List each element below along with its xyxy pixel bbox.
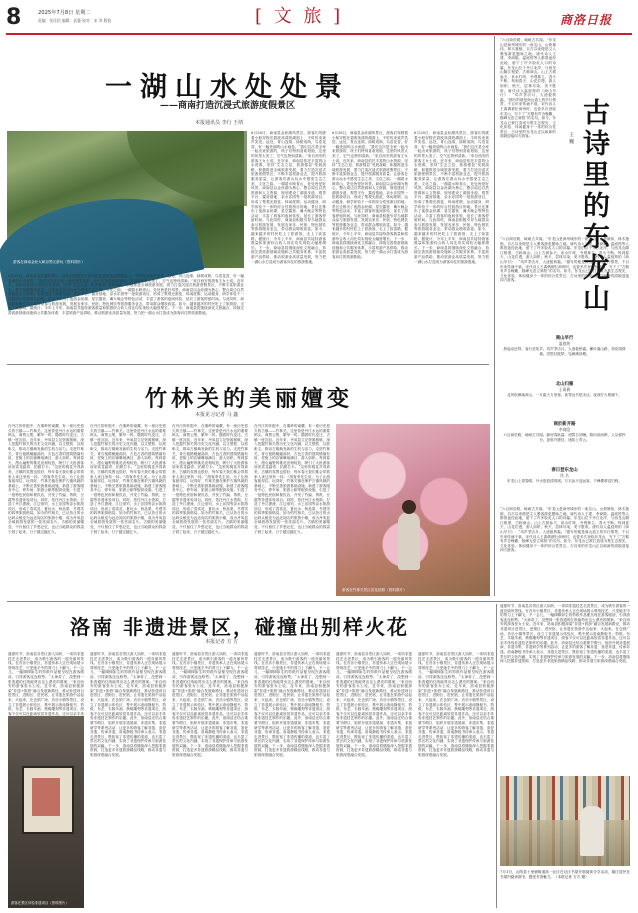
photo-caption: 游客在商南金丝大峡谷景区游玩（资料图片） bbox=[13, 260, 85, 264]
poem-3-author: 李商隐 bbox=[558, 427, 571, 432]
mountain-shape bbox=[127, 131, 247, 206]
reader-figure bbox=[580, 806, 604, 856]
column-body-c: “六百商於路，崎岖古共闻。”东龙山是商州城东的一座名山，山势雄伟，林木葱郁，自古以来便是文人墨客游览题咏之地。唐代诗人王建、李商隐、温庭筠等人都曾途经此地，留下了许多脍炙人口的诗篇。东龙山位于丹江北岸，与西龙山隔江相望，古称商山。山上古树参天，泉水叮咚，寺观林立，香火不断。每到春天，山花烂漫，游人如织；秋天，层林尽染，美不胜收。唐代诗人温庭筠的《商山早行》：“鸡声茅店月，人迹板桥霜。”描写的便是商山道上的早行情景，千百年来传诵不衰。宋代诗人王禹偁被贬商州时，也曾多次登临东龙山，写下了“万壑有声含晚籁，数峰无语立斜阳”的名句。如今，东龙山已被打造成为集生态观光、文化体验、休闲健身于一体的综合性景区，古诗里的东龙山正以崭新的面貌迎接四方游客。 bbox=[500, 507, 629, 553]
editors-line: 责编：张佳怡 编辑：武藤 校对：宋 翠 版校 bbox=[38, 18, 112, 23]
article1-byline: 本报通讯员 李行 王靖 bbox=[195, 120, 244, 126]
poem-2-title: 北山归雁 bbox=[555, 382, 574, 387]
article3-byline: 本报记者 方 方 bbox=[205, 639, 239, 645]
article2-byline: 本报见习记者 马 鑫 bbox=[195, 412, 239, 418]
article2-title: 竹林关的美丽嬗变 bbox=[145, 386, 354, 412]
article1-body-d: 6月28日，商南县金丝湖风景区，游客们驾驶着小船穿梭在碧波荡漾的湖面上，不时传来欢声笑语。远处，青山连绵，绿树成荫，鸟语花香，好一幅美丽的山水画卷。“我们这次是全家一起出来旅游的，孩子们特别喜欢划船，这里的风景太美了，空气也特别清新。”来自西安的游客王女士说。近年来，商南县依托丰富的山水资源，坚持“生态立县、旅游强县”发展战略，积极推进全域旅游发展，着力打造沉浸式旅游度假景区，不断丰富旅游业态，提升旅游服务质量，让游客在游山玩水中感受生态之美、文化之韵。一湖碧水映青山，处处皆是好风景。商南县以金丝湖为核心，整合周边自然资源和人文资源，规划建设了湖滨步道、观景平台、露营基地、亲水乐园等一批旅游项目，形成了集观光游览、休闲度假、运动健身、研学体验于一体的综合性旅游目的地。景区还推出了夜游金丝湖、星空露营、篝火晚会等特色活动，丰富了游客的夜间体验，延长了游客停留时间。与此同时，商南县积极引导当地群众参与旅游发展，发展农家乐、民宿、特色餐饮等旅游服务业态，带动群众增收致富。如今，越来越多的村民吃上了旅游饭，走上了致富路。据统计，今年上半年，商南县共接待游客数量和旅游综合收入同比均实现较大幅度增长。下一步，商南县将继续深化文旅融合，持续完善旅游基础设施和公共服务体系，丰富旅游产品供给，推动旅游业高质量发展，努力把一湖山水打造成为游客向往的旅游胜地。 bbox=[414, 131, 489, 264]
article3-caption2: 7月1日，山阳县十里铺街道高一社区在社区书屋开展阅读分享活动，辖区居民在书屋内阅读图书，感受书香魅力。（本报记者 方方 摄） bbox=[500, 870, 630, 879]
article2-body-a: 在丹江的怀抱中，在秦岭的南麓，有一座历史悠久的古镇——竹林关。这里曾是丹江水运的重要码头，商贾云集，繁华一时。随着时代变迁，古镇一度沉寂。近年来，丹凤县立足资源禀赋，深入挖掘竹林关的历史文化内涵，以文塑旅、以旅彰文，推动古镇焕发新的生机与活力。走进竹林关，青石板路蜿蜒曲折，古色古香的建筑错落有致，老街上的店铺琳琅满目，游人如织。每到春天，漫山遍野的桃花竞相绽放，吸引了大批游客前来赏花踏青、拍照打卡。“这里的桃花开得真美，古镇的氛围也很好，每年春天我们都会带着家人来这里转一转。”游客李先生说。为了让游客留得住、玩得好，竹林关镇在保护古镇风貌的基础上，不断完善旅游基础设施，新建了游客服务中心、停车场、旅游公厕等配套设施，引进了一批特色民宿和餐饮店，开发了竹编、剪纸、豆腐等非遗体验项目。同时，依托丹江水资源，打造了丹江漂流、江边垂钓、水上乐园等亲水旅游项目，形成了春赏花、夏玩水、秋品果、冬观雪的四季旅游格局。如今的竹林关，已从昔日的水运码头蜕变为远近闻名的旅游小镇，成为丹凤县全域旅游发展的一张亮丽名片。古镇的美丽嬗变，不仅留住了乡愁记忆，也让当地群众的钱袋子鼓了起来，日子越过越红火。 bbox=[8, 424, 84, 534]
article1-subtitle: ——商南打造沉浸式旅游度假景区 bbox=[160, 101, 296, 111]
peach-blossom-photo bbox=[336, 424, 490, 596]
poem-4-lines: 东龙山上望春晴，丹水悠悠绕郭城。万木参天迎远客，千峰叠翠送归程。 bbox=[507, 479, 622, 483]
header-rule bbox=[6, 33, 632, 35]
poem-1-lines: 晨起动征铎，客行悲故乡。鸡声茅店月，人迹板桥霜。槲叶落山路，枳花明驿墙。因思杜陵梦，凫雁满回塘。 bbox=[503, 347, 626, 356]
shelf-shade bbox=[500, 820, 630, 866]
column-body-a: “六百商於路，崎岖古共闻。”东龙山是商州城东的一座名山，山势雄伟，林木葱郁，自古以来便是文人墨客游览题咏之地。唐代诗人王建、李商隐、温庭筠等人都曾途经此地，留下了许多脍炙人口的诗篇。东龙山位于丹江北岸，与西龙山隔江相望，古称商山。山上古树参天，泉水叮咚，寺观林立，香火不断。每到春天，山花烂漫，游人如织；秋天，层林尽染，美不胜收。唐代诗人温庭筠的《商山早行》：“鸡声茅店月，人迹板桥霜。”描写的便是商山道上的早行情景，千百年来传诵不衰。宋代诗人王禹偁被贬商州时，也曾多次登临东龙山，写下了“万壑有声含晚籁，数峰无语立斜阳”的名句。如今，东龙山已被打造成为集生态观光、文化体验、休闲健身于一体的综合性景区，古诗里的东龙山正以崭新的面貌迎接四方游客。 bbox=[500, 38, 556, 139]
article2-body-d: 在丹江的怀抱中，在秦岭的南麓，有一座历史悠久的古镇——竹林关。这里曾是丹江水运的重要码头，商贾云集，繁华一时。随着时代变迁，古镇一度沉寂。近年来，丹凤县立足资源禀赋，深入挖掘竹林关的历史文化内涵，以文塑旅、以旅彰文，推动古镇焕发新的生机与活力。走进竹林关，青石板路蜿蜒曲折，古色古香的建筑错落有致，老街上的店铺琳琅满目，游人如织。每到春天，漫山遍野的桃花竞相绽放，吸引了大批游客前来赏花踏青、拍照打卡。“这里的桃花开得真美，古镇的氛围也很好，每年春天我们都会带着家人来这里转一转。”游客李先生说。为了让游客留得住、玩得好，竹林关镇在保护古镇风貌的基础上，不断完善旅游基础设施，新建了游客服务中心、停车场、旅游公厕等配套设施，引进了一批特色民宿和餐饮店，开发了竹编、剪纸、豆腐等非遗体验项目。同时，依托丹江水资源，打造了丹江漂流、江边垂钓、水上乐园等亲水旅游项目，形成了春赏花、夏玩水、秋品果、冬观雪的四季旅游格局。如今的竹林关，已从昔日的水运码头蜕变为远近闻名的旅游小镇，成为丹凤县全域旅游发展的一张亮丽名片。古镇的美丽嬗变，不仅留住了乡愁记忆，也让当地群众的钱袋子鼓了起来，日子越过越红火。 bbox=[254, 424, 330, 534]
column-vrule-2 bbox=[496, 604, 497, 908]
article3-body-d: 盛夏时节，洛南县各景区游人如织，一项项非遗技艺走进景区，成为吸引游客的一道亮丽风景线。在音乐小镇景区，非遗传承人正在现场展示剪纸技艺，只见她手中的剪刀上下翻飞，不一会儿，一幅栩栩如生的剪纸作品便呈现在游客眼前，引得游客连连称赞。“太神奇了，没想到一张普通的红纸能剪出这么漂亮的图案。”来自西安的游客张女士说。近年来，洛南县积极探索“非遗+旅游”融合发展新路径，推动非遗项目进景区、进街区、进民宿，让非遗在旅游中活起来、火起来。在仓颉广场、音乐小镇等景区，设立了非遗展示体验区，集中展示洛南静板书、剪纸、布艺、木版年画、核桃雕刻等非遗项目，游客不仅可以近距离欣赏非遗作品，还可以亲手体验非遗技艺制作的乐趣。此外，洛南县还结合重要节假日，组织开展非遗展演、非遗市集、非遗研学等系列活动，让更多的游客了解非遗、喜爱非遗、传承非遗。洛南静板书传承人表示，非遗走进景区，既拓宽了非遗传播的渠道，也丰富了景区的文化内涵，实现了非遗保护传承与旅游发展的双赢。下一步，洛南县将继续深入挖掘非遗资源，打造更多非遗旅游精品线路，推动非遗与旅游深度融合发展。 bbox=[254, 652, 330, 758]
bookshelf-photo bbox=[500, 776, 630, 866]
article1-title: 一湖山水处处景 bbox=[105, 72, 350, 103]
artisan-photo bbox=[8, 716, 84, 908]
page-number: 8 bbox=[6, 5, 22, 30]
article3-body-f: 盛夏时节，洛南县各景区游人如织，一项项非遗技艺走进景区，成为吸引游客的一道亮丽风景线。在音乐小镇景区，非遗传承人正在现场展示剪纸技艺，只见她手中的剪刀上下翻飞，不一会儿，一幅栩栩如生的剪纸作品便呈现在游客眼前，引得游客连连称赞。“太神奇了，没想到一张普通的红纸能剪出这么漂亮的图案。”来自西安的游客张女士说。近年来，洛南县积极探索“非遗+旅游”融合发展新路径，推动非遗项目进景区、进街区、进民宿，让非遗在旅游中活起来、火起来。在仓颉广场、音乐小镇等景区，设立了非遗展示体验区，集中展示洛南静板书、剪纸、布艺、木版年画、核桃雕刻等非遗项目，游客不仅可以近距离欣赏非遗作品，还可以亲手体验非遗技艺制作的乐趣。此外，洛南县还结合重要节假日，组织开展非遗展演、非遗市集、非遗研学等系列活动，让更多的游客了解非遗、喜爱非遗、传承非遗。洛南静板书传承人表示，非遗走进景区，既拓宽了非遗传播的渠道，也丰富了景区的文化内涵，实现了非遗保护传承与旅游发展的双赢。下一步，洛南县将继续深入挖掘非遗资源，打造更多非遗旅游精品线路，推动非遗与旅游深度融合发展。 bbox=[418, 652, 494, 758]
photo-caption: 游客在景区体验非遗项目（资料图片） bbox=[11, 901, 69, 905]
column-body-b: “六百商於路，崎岖古共闻。”东龙山是商州城东的一座名山，山势雄伟，林木葱郁，自古以来便是文人墨客游览题咏之地。唐代诗人王建、李商隐、温庭筠等人都曾途经此地，留下了许多脍炙人口的诗篇。东龙山位于丹江北岸，与西龙山隔江相望，古称商山。山上古树参天，泉水叮咚，寺观林立，香火不断。每到春天，山花烂漫，游人如织；秋天，层林尽染，美不胜收。唐代诗人温庭筠的《商山早行》：“鸡声茅店月，人迹板桥霜。”描写的便是商山道上的早行情景，千百年来传诵不衰。宋代诗人王禹偁被贬商州时，也曾多次登临东龙山，写下了“万壑有声含晚籁，数峰无语立斜阳”的名句。如今，东龙山已被打造成为集生态观光、文化体验、休闲健身于一体的综合性景区，古诗里的东龙山正以崭新的面貌迎接四方游客。 bbox=[500, 237, 629, 283]
article3-body-a: 盛夏时节，洛南县各景区游人如织，一项项非遗技艺走进景区，成为吸引游客的一道亮丽风景线。在音乐小镇景区，非遗传承人正在现场展示剪纸技艺，只见她手中的剪刀上下翻飞，不一会儿，一幅栩栩如生的剪纸作品便呈现在游客眼前，引得游客连连称赞。“太神奇了，没想到一张普通的红纸能剪出这么漂亮的图案。”来自西安的游客张女士说。近年来，洛南县积极探索“非遗+旅游”融合发展新路径，推动非遗项目进景区、进街区、进民宿，让非遗在旅游中活起来、火起来。在仓颉广场、音乐小镇等景区，设立了非遗展示体验区，集中展示洛南静板书、剪纸、布艺、木版年画、核桃雕刻等非遗项目，游客不仅可以近距离欣赏非遗作品，还可以亲手体 bbox=[8, 652, 84, 716]
section-name: [ 文 旅 ] bbox=[255, 6, 344, 27]
poem-2-author: 王禹偁 bbox=[558, 387, 571, 392]
photo-caption: 游客在竹林关景区赏花拍照（资料图片） bbox=[342, 588, 407, 592]
person-figure bbox=[398, 512, 420, 570]
column-author: 王 巍 bbox=[568, 132, 574, 144]
person-head bbox=[402, 500, 416, 514]
poem-3-title: 商於新开路 bbox=[553, 422, 576, 427]
article3-title: 洛南 非遗进景区，碰撞出别样火花 bbox=[70, 615, 409, 639]
article3-body-g: 盛夏时节，洛南县各景区游人如织，一项项非遗技艺走进景区，成为吸引游客的一道亮丽风景线。在音乐小镇景区，非遗传承人正在现场展示剪纸技艺，只见她手中的剪刀上下翻飞，不一会儿，一幅栩栩如生的剪纸作品便呈现在游客眼前，引得游客连连称赞。“太神奇了，没想到一张普通的红纸能剪出这么漂亮的图案。”来自西安的游客张女士说。近年来，洛南县积极探索“非遗+旅游”融合发展新路径，推动非遗项目进景区、进街区、进民宿，让非遗在旅游中活起来、火起来。在仓颉广场、音乐小镇等景区，设立了非遗展示体验区，集中展示洛南静板书、剪纸、布艺、木版年画、核桃雕刻等非遗项目，游客不仅可以近距离欣赏非遗作品，还可以亲手体验非遗技艺制作的乐趣。此外，洛南县还结合重要节假日，组织开展非遗展演、非遗市集、非遗研学等系列活动，让更多的游客了解非遗、喜爱非遗、传承非遗。洛南静板书传承人表示，非遗走进景区，既拓宽了非遗传播的渠道，也丰富了景区的文化内涵，实现了非遗保护传承与旅游发展的双赢。下一步，洛南县将继续深入挖掘非遗资源，打造更多非遗旅游精品线路，推动非遗与旅游深度融合发展。 bbox=[500, 604, 630, 664]
poem-2-lines: 北风吹雁落商山，一片霜天万里寒。欲寄远书愁未达，夜深灯火照阑干。 bbox=[507, 393, 622, 397]
artwork-inner bbox=[32, 778, 60, 816]
divider-2 bbox=[7, 601, 629, 602]
article1-body-b: 6月28日，商南县金丝湖风景区，游客们驾驶着小船穿梭在碧波荡漾的湖面上，不时传来欢声笑语。远处，青山连绵，绿树成荫，鸟语花香，好一幅美丽的山水画卷。“我们这次是全家一起出来旅游的，孩子们特别喜欢划船，这里的风景太美了，空气也特别清新。”来自西安的游客王女士说。近年来，商南县依托丰富的山水资源，坚持“生态立县、旅游强县”发展战略，积极推进全域旅游发展，着力打造沉浸式旅游度假景区，不断丰富旅游业态，提升旅游服务质量，让游客在游山玩水中感受生态之美、文化之韵。一湖碧水映青山，处处皆是好风景。商南县以金丝湖为核心，整合周边自然资源和人文资源，规划建设了湖滨步道、观景平台、露营基地、亲水乐园等一批旅游项目，形成了集观光游览、休闲度假、运动健身、研学体验于一体的综合性旅游目的地。景区还推出了夜游金丝湖、星空露营、篝火晚会等特色活动，丰富了游客的夜间体验，延长了游客停留时间。与此同时，商南县积极引导当地群众参与旅游发展，发展农家乐、民宿、特色餐饮等旅游服务业态，带动群众增收致富。如今，越来越多的村民吃上了旅游饭，走上了致富路。据统计，今年上半年，商南县共接待游客数量和旅游综合收入同比均实现较大幅度增长。下一步，商南县将继续深化文旅融合，持续完善旅游基础设施和公共服务体系，丰富旅游产品供给，推动旅游业高质量发展，努力把一湖山水打造成为游客向往的旅游胜地。 bbox=[251, 131, 326, 264]
lake-photo bbox=[7, 131, 244, 268]
article1-body-c: 6月28日，商南县金丝湖风景区，游客们驾驶着小船穿梭在碧波荡漾的湖面上，不时传来欢声笑语。远处，青山连绵，绿树成荫，鸟语花香，好一幅美丽的山水画卷。“我们这次是全家一起出来旅游的，孩子们特别喜欢划船，这里的风景太美了，空气也特别清新。”来自西安的游客王女士说。近年来，商南县依托丰富的山水资源，坚持“生态立县、旅游强县”发展战略，积极推进全域旅游发展，着力打造沉浸式旅游度假景区，不断丰富旅游业态，提升旅游服务质量，让游客在游山玩水中感受生态之美、文化之韵。一湖碧水映青山，处处皆是好风景。商南县以金丝湖为核心，整合周边自然资源和人文资源，规划建设了湖滨步道、观景平台、露营基地、亲水乐园等一批旅游项目，形成了集观光游览、休闲度假、运动健身、研学体验于一体的综合性旅游目的地。景区还推出了夜游金丝湖、星空露营、篝火晚会等特色活动，丰富了游客的夜间体验，延长了游客停留时间。与此同时，商南县积极引导当地群众参与旅游发展，发展农家乐、民宿、特色餐饮等旅游服务业态，带动群众增收致富。如今，越来越多的村民吃上了旅游饭，走上了致富路。据统计，今年上半年，商南县共接待游客数量和旅游综合收入同比均实现较大幅度增长。下一步，商南县将继续深化文旅融合，持续完善旅游基础设施和公共服务体系，丰富旅游产品供给，推动旅游业高质量发展，努力把一湖山水打造成为游客向往的旅游胜地。 bbox=[332, 131, 408, 260]
poem-4-title: 春日登东龙山 bbox=[551, 468, 578, 473]
poem-1-title: 商山早行 bbox=[555, 336, 574, 341]
article2-body-c: 在丹江的怀抱中，在秦岭的南麓，有一座历史悠久的古镇——竹林关。这里曾是丹江水运的重要码头，商贾云集，繁华一时。随着时代变迁，古镇一度沉寂。近年来，丹凤县立足资源禀赋，深入挖掘竹林关的历史文化内涵，以文塑旅、以旅彰文，推动古镇焕发新的生机与活力。走进竹林关，青石板路蜿蜒曲折，古色古香的建筑错落有致，老街上的店铺琳琅满目，游人如织。每到春天，漫山遍野的桃花竞相绽放，吸引了大批游客前来赏花踏青、拍照打卡。“这里的桃花开得真美，古镇的氛围也很好，每年春天我们都会带着家人来这里转一转。”游客李先生说。为了让游客留得住、玩得好，竹林关镇在保护古镇风貌的基础上，不断完善旅游基础设施，新建了游客服务中心、停车场、旅游公厕等配套设施，引进了一批特色民宿和餐饮店，开发了竹编、剪纸、豆腐等非遗体验项目。同时，依托丹江水资源，打造了丹江漂流、江边垂钓、水上乐园等亲水旅游项目，形成了春赏花、夏玩水、秋品果、冬观雪的四季旅游格局。如今的竹林关，已从昔日的水运码头蜕变为远近闻名的旅游小镇，成为丹凤县全域旅游发展的一张亮丽名片。古镇的美丽嬗变，不仅留住了乡愁记忆，也让当地群众的钱袋子鼓了起来，日子越过越红火。 bbox=[172, 424, 248, 534]
column-title: 古诗里的东龙山 bbox=[578, 98, 609, 315]
column-vrule bbox=[494, 36, 495, 596]
poem-block bbox=[500, 334, 629, 596]
article2-body-b: 在丹江的怀抱中，在秦岭的南麓，有一座历史悠久的古镇——竹林关。这里曾是丹江水运的重要码头，商贾云集，繁华一时。随着时代变迁，古镇一度沉寂。近年来，丹凤县立足资源禀赋，深入挖掘竹林关的历史文化内涵，以文塑旅、以旅彰文，推动古镇焕发新的生机与活力。走进竹林关，青石板路蜿蜒曲折，古色古香的建筑错落有致，老街上的店铺琳琅满目，游人如织。每到春天，漫山遍野的桃花竞相绽放，吸引了大批游客前来赏花踏青、拍照打卡。“这里的桃花开得真美，古镇的氛围也很好，每年春天我们都会带着家人来这里转一转。”游客李先生说。为了让游客留得住、玩得好，竹林关镇在保护古镇风貌的基础上，不断完善旅游基础设施，新建了游客服务中心、停车场、旅游公厕等配套设施，引进了一批特色民宿和餐饮店，开发了竹编、剪纸、豆腐等非遗体验项目。同时，依托丹江水资源，打造了丹江漂流、江边垂钓、水上乐园等亲水旅游项目，形成了春赏花、夏玩水、秋品果、冬观雪的四季旅游格局。如今的竹林关，已从昔日的水运码头蜕变为远近闻名的旅游小镇，成为丹凤县全域旅游发展的一张亮丽名片。古镇的美丽嬗变，不仅留住了乡愁记忆，也让当地群众的钱袋子鼓了起来，日子越过越红火。 bbox=[90, 424, 166, 534]
paper-logo: 商洛日报 bbox=[560, 13, 613, 27]
article1-body-a: 6月28日，商南县金丝湖风景区，游客们驾驶着小船穿梭在碧波荡漾的湖面上，不时传来欢声笑语。远处，青山连绵，绿树成荫，鸟语花香，好一幅美丽的山水画卷。“我们这次是全家一起出来旅游的，孩子们特别喜欢划船，这里的风景太美了，空气也特别清新。”来自西安的游客王女士说。近年来，商南县依托丰富的山水资源，坚持“生态立县、旅游强县”发展战略，积极推进全域旅游发展，着力打造沉浸式旅游度假景区，不断丰富旅游业态，提升旅游服务质量，让游客在游山玩水中感受生态之美、文化之韵。一湖碧水映青山，处处皆是好风景。商南县以金丝湖为核心，整合周边自然资源和人文资源，规划建设了湖滨步道、观景平台、露营基地、亲水乐园等一批旅游项目，形成了集观光游览、休闲度假、运动健身、研学体验于一体的综合性旅游目的地。景区还推出了夜游金丝湖、星空露营、篝火晚会等特色活动，丰富了游客的夜间体验，延长了游客停留时间。与此同时，商南县积极引导当地群众参与旅游发展，发展农家乐、民宿、特色餐饮等旅游服务业态，带动群众增收致富。如今，越来越多的村民吃上了旅游饭，走上了致富路。据统计，今年上半年，商南县共接待游客数量和旅游综合收入同比均实现较大幅度增长。下一步，商南县将继续深化文旅融合，持续完善旅游基础设施和公共服务体系，丰富旅游产品供给，推动旅游业高质量发展，努力把一湖山水打造成为游客向往的旅游胜地。 bbox=[8, 274, 244, 315]
poem-4-author: 佚 名 bbox=[560, 473, 569, 478]
poem-1-author: 温庭筠 bbox=[558, 341, 571, 346]
poem-3-lines: 六百商於路，崎岖古共闻。蜂房春欲暮，虎阱日初曛。路向泉间辨，人从树杪分。更谁开捷径，速拟上青云。 bbox=[503, 433, 626, 442]
article3-body-c: 盛夏时节，洛南县各景区游人如织，一项项非遗技艺走进景区，成为吸引游客的一道亮丽风景线。在音乐小镇景区，非遗传承人正在现场展示剪纸技艺，只见她手中的剪刀上下翻飞，不一会儿，一幅栩栩如生的剪纸作品便呈现在游客眼前，引得游客连连称赞。“太神奇了，没想到一张普通的红纸能剪出这么漂亮的图案。”来自西安的游客张女士说。近年来，洛南县积极探索“非遗+旅游”融合发展新路径，推动非遗项目进景区、进街区、进民宿，让非遗在旅游中活起来、火起来。在仓颉广场、音乐小镇等景区，设立了非遗展示体验区，集中展示洛南静板书、剪纸、布艺、木版年画、核桃雕刻等非遗项目，游客不仅可以近距离欣赏非遗作品，还可以亲手体验非遗技艺制作的乐趣。此外，洛南县还结合重要节假日，组织开展非遗展演、非遗市集、非遗研学等系列活动，让更多的游客了解非遗、喜爱非遗、传承非遗。洛南静板书传承人表示，非遗走进景区，既拓宽了非遗传播的渠道，也丰富了景区的文化内涵，实现了非遗保护传承与旅游发展的双赢。下一步，洛南县将继续深入挖掘非遗资源，打造更多非遗旅游精品线路，推动非遗与旅游深度融合发展。 bbox=[172, 652, 248, 758]
article3-body-e: 盛夏时节，洛南县各景区游人如织，一项项非遗技艺走进景区，成为吸引游客的一道亮丽风景线。在音乐小镇景区，非遗传承人正在现场展示剪纸技艺，只见她手中的剪刀上下翻飞，不一会儿，一幅栩栩如生的剪纸作品便呈现在游客眼前，引得游客连连称赞。“太神奇了，没想到一张普通的红纸能剪出这么漂亮的图案。”来自西安的游客张女士说。近年来，洛南县积极探索“非遗+旅游”融合发展新路径，推动非遗项目进景区、进街区、进民宿，让非遗在旅游中活起来、火起来。在仓颉广场、音乐小镇等景区，设立了非遗展示体验区，集中展示洛南静板书、剪纸、布艺、木版年画、核桃雕刻等非遗项目，游客不仅可以近距离欣赏非遗作品，还可以亲手体验非遗技艺制作的乐趣。此外，洛南县还结合重要节假日，组织开展非遗展演、非遗市集、非遗研学等系列活动，让更多的游客了解非遗、喜爱非遗、传承非遗。洛南静板书传承人表示，非遗走进景区，既拓宽了非遗传播的渠道，也丰富了景区的文化内涵，实现了非遗保护传承与旅游发展的双赢。下一步，洛南县将继续深入挖掘非遗资源，打造更多非遗旅游精品线路，推动非遗与旅游深度融合发展。 bbox=[336, 652, 412, 758]
divider-1 bbox=[7, 364, 489, 365]
article3-body-b: 盛夏时节，洛南县各景区游人如织，一项项非遗技艺走进景区，成为吸引游客的一道亮丽风景线。在音乐小镇景区，非遗传承人正在现场展示剪纸技艺，只见她手中的剪刀上下翻飞，不一会儿，一幅栩栩如生的剪纸作品便呈现在游客眼前，引得游客连连称赞。“太神奇了，没想到一张普通的红纸能剪出这么漂亮的图案。”来自西安的游客张女士说。近年来，洛南县积极探索“非遗+旅游”融合发展新路径，推动非遗项目进景区、进街区、进民宿，让非遗在旅游中活起来、火起来。在仓颉广场、音乐小镇等景区，设立了非遗展示体验区，集中展示洛南静板书、剪纸、布艺、木版年画、核桃雕刻等非遗项目，游客不仅可以近距离欣赏非遗作品，还可以亲手体验非遗技艺制作的乐趣。此外，洛南县还结合重要节假日，组织开展非遗展演、非遗市集、非遗研学等系列活动，让更多的游客了解非遗、喜爱非遗、传承非遗。洛南静板书传承人表示，非遗走进景区，既拓宽了非遗传播的渠道，也丰富了景区的文化内涵，实现了非遗保护传承与旅游发展的双赢。下一步，洛南县将继续深入挖掘非遗资源，打造更多非遗旅游精品线路，推动非遗与旅游深度融合发展。 bbox=[90, 652, 166, 758]
issue-date: 2025年7月8日 星期二 bbox=[38, 10, 91, 16]
